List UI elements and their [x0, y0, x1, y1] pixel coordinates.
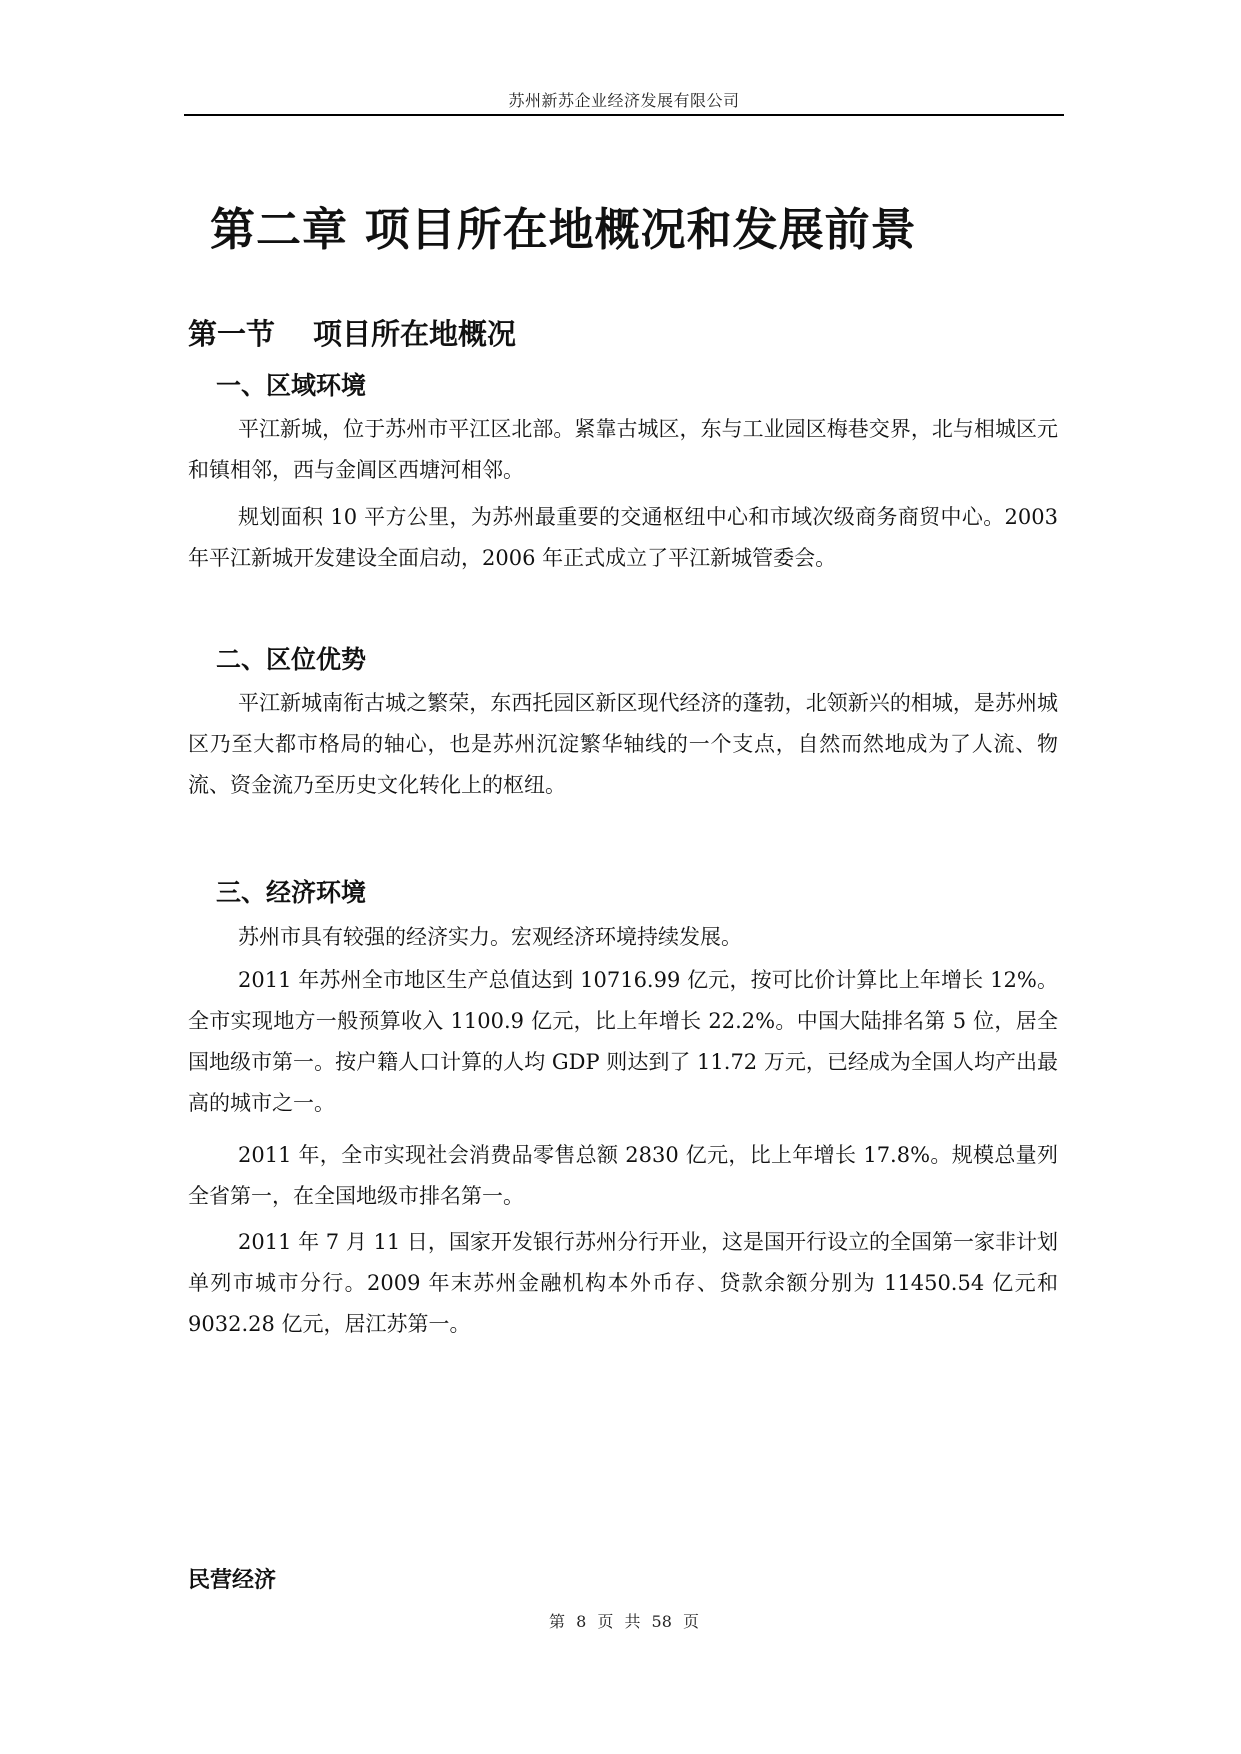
- paragraph-1-1: 平江新城，位于苏州市平江区北部。紧靠古城区，东与工业园区梅巷交界，北与相城区元和镇相邻，西与金阊区西塘河相邻。: [188, 417, 1058, 482]
- section-name: 项目所在地概况: [313, 317, 517, 351]
- subsection-heading-2: 二、区位优势: [216, 645, 367, 674]
- subsection-heading-1: 一、区域环境: [216, 371, 367, 400]
- paragraph-2-1: 平江新城南衔古城之繁荣，东西托园区新区现代经济的蓬勃，北领新兴的相城，是苏州城区乃至大都市格局的轴心，也是苏州沉淀繁华轴线的一个支点，自然而然地成为了人流、物流、资金流乃至历史文化转化上的枢纽。: [188, 691, 1058, 797]
- paragraph-3-1: 苏州市具有较强的经济实力。宏观经济环境持续发展。: [238, 925, 742, 949]
- page-header-company: 苏州新苏企业经济发展有限公司: [508, 91, 740, 110]
- paragraph-3-2: 2011 年苏州全市地区生产总值达到 10716.99 亿元，按可比价计算比上年增长 12%。全市实现地方一般预算收入 1100.9 亿元，比上年增长 22.2%。中国大陆排名第 5 位，居全国地级市第一。按户籍人口计算的人均 GDP 则达到了 11.72 万元，已经成为全国人均产出最高的城市之一。: [188, 968, 1058, 1115]
- paragraph-3-3: 2011 年，全市实现社会消费品零售总额 2830 亿元，比上年增长 17.8%。规模总量列全省第一，在全国地级市排名第一。: [188, 1143, 1058, 1208]
- section-title: [188, 312, 516, 353]
- chapter-title: 第二章 项目所在地概况和发展前景: [210, 203, 917, 256]
- private-economy-heading: 民营经济: [188, 1568, 277, 1593]
- section-number: 第一节: [188, 317, 276, 351]
- paragraph-3-4: 2011 年 7 月 11 日，国家开发银行苏州分行开业，这是国开行设立的全国第一家非计划单列市城市分行。2009 年末苏州金融机构本外币存、贷款余额分别为 11450.54 亿元和 9032.28 亿元，居江苏第一。: [188, 1230, 1058, 1336]
- header-divider: [184, 114, 1064, 116]
- subsection-heading-3: 三、经济环境: [216, 878, 367, 907]
- paragraph-1-2: 规划面积 10 平方公里，为苏州最重要的交通枢纽中心和市域次级商务商贸中心。2003 年平江新城开发建设全面启动，2006 年正式成立了平江新城管委会。: [188, 505, 1058, 570]
- page-footer-number: 第 8 页 共 58 页: [549, 1612, 699, 1631]
